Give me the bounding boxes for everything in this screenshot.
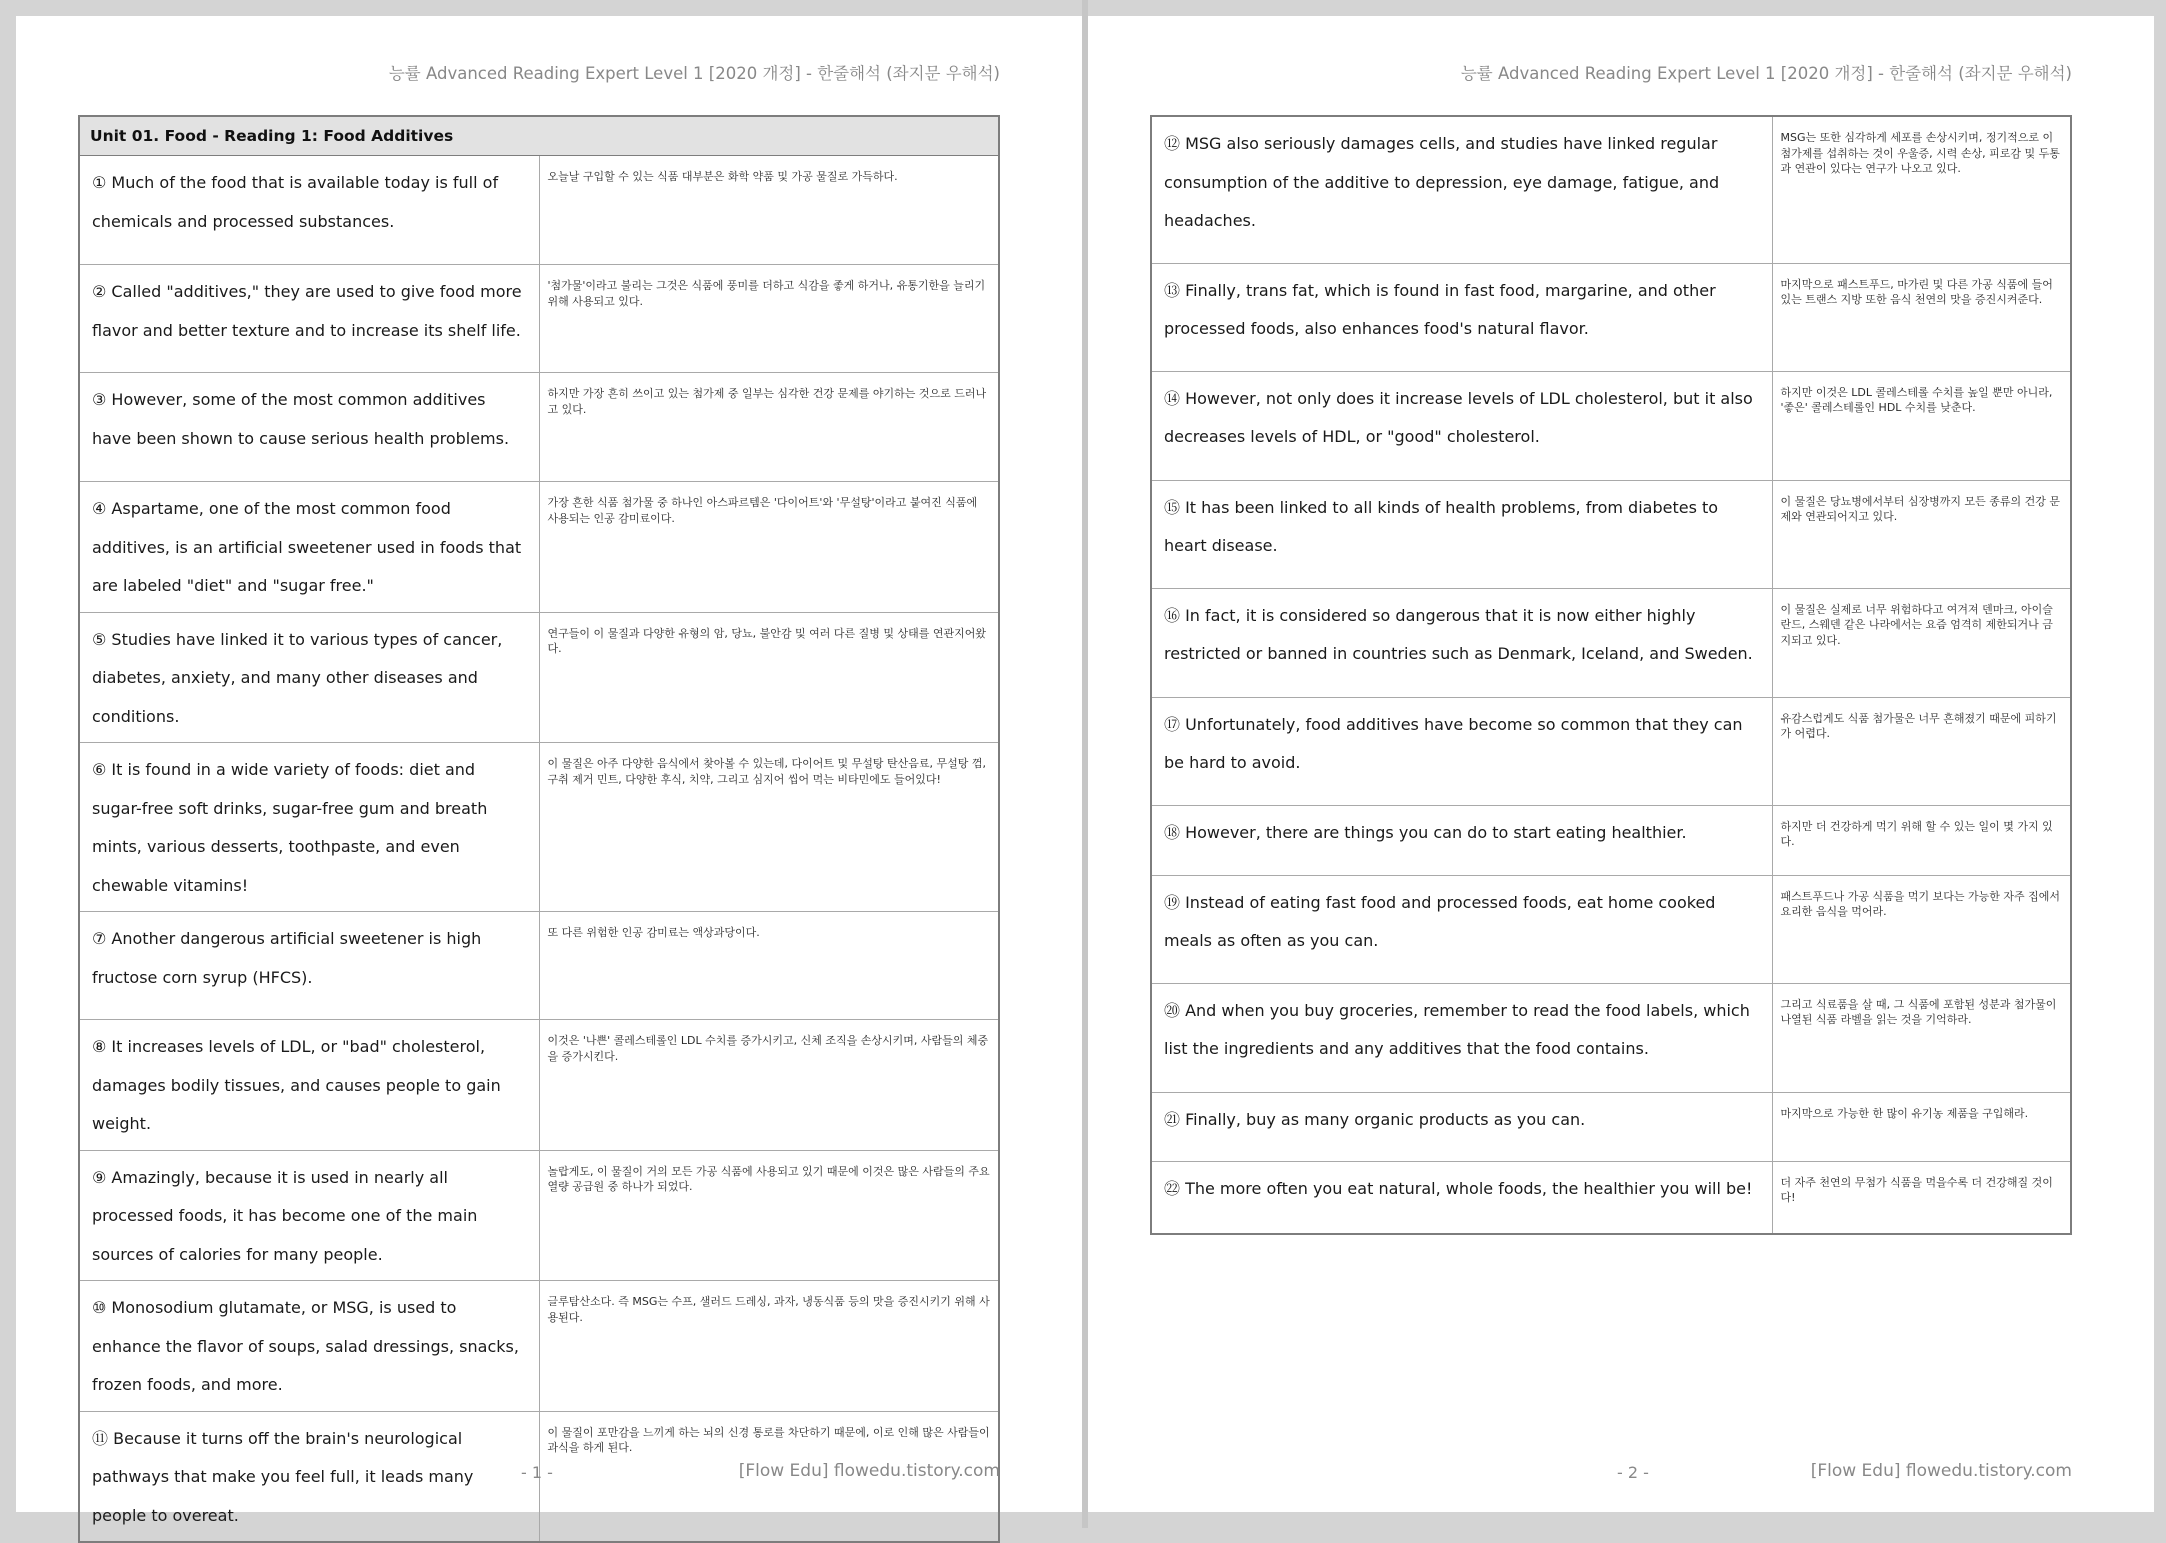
english-sentence: ⑧ It increases levels of LDL, or "bad" cholesterol, damages bodily tissues, and causes people to gain weight. — [79, 1020, 539, 1151]
english-sentence: ⑲ Instead of eating fast food and processed foods, eat home cooked meals as often as you can. — [1151, 875, 1772, 983]
english-sentence: ④ Aspartame, one of the most common food additives, is an artificial sweetener used in foods that are labeled "diet" and "sugar free." — [79, 482, 539, 613]
korean-translation: 그리고 식료품을 살 때, 그 식품에 포함된 성분과 첨가물이 나열된 식품 라벨을 읽는 것을 기억하라. — [1772, 983, 2071, 1092]
english-sentence: ⑨ Amazingly, because it is used in nearly all processed foods, it has become one of the main sources of calories for many people. — [79, 1150, 539, 1281]
table-row — [1151, 875, 2071, 983]
korean-translation: 하지만 더 건강하게 먹기 위해 할 수 있는 일이 몇 가지 있다. — [1772, 805, 2071, 875]
korean-translation: 놀랍게도, 이 물질이 거의 모든 가공 식품에 사용되고 있기 때문에 이것은 많은 사람들의 주요 열량 공급원 중 하나가 되었다. — [539, 1150, 999, 1281]
korean-translation: 오늘날 구입할 수 있는 식품 대부분은 화학 약품 및 가공 물질로 가득하다. — [539, 156, 999, 265]
korean-translation: MSG는 또한 심각하게 세포를 손상시키며, 정기적으로 이 첨가제를 섭취하는 것이 우울증, 시력 손상, 피로감 및 두통과 연관이 있다는 연구가 나오고 있다. — [1772, 116, 2071, 263]
english-sentence: ⑳ And when you buy groceries, remember to read the food labels, which list the ingredients and any additives that the food contains. — [1151, 983, 1772, 1092]
korean-translation: 마지막으로 가능한 한 많이 유기농 제품을 구입해라. — [1772, 1092, 2071, 1161]
korean-translation: 글루탐산소다. 즉 MSG는 수프, 샐러드 드레싱, 과자, 냉동식품 등의 맛을 증진시키기 위해 사용된다. — [539, 1281, 999, 1412]
korean-translation: 가장 흔한 식품 첨가물 중 하나인 아스파르템은 '다이어트'와 '무설탕'이라고 붙여진 식품에 사용되는 인공 감미료이다. — [539, 482, 999, 613]
english-sentence: ① Much of the food that is available today is full of chemicals and processed substances. — [79, 156, 539, 265]
table-row — [1151, 480, 2071, 588]
table-row — [79, 265, 999, 373]
table-row — [79, 482, 999, 613]
english-sentence: ② Called "additives," they are used to give food more flavor and better texture and to increase its shelf life. — [79, 265, 539, 373]
english-sentence: ⑩ Monosodium glutamate, or MSG, is used to enhance the flavor of soups, salad dressings, snacks, frozen foods, and more. — [79, 1281, 539, 1412]
english-sentence: ⑱ However, there are things you can do to start eating healthier. — [1151, 805, 1772, 875]
table-row — [1151, 116, 2071, 263]
table-row — [1151, 1092, 2071, 1161]
korean-translation: 더 자주 천연의 무첨가 식품을 먹을수록 더 건강해질 것이다! — [1772, 1161, 2071, 1234]
table-row — [1151, 588, 2071, 697]
english-sentence: ⑬ Finally, trans fat, which is found in fast food, margarine, and other processed foods, also enhances food's natural flavor. — [1151, 263, 1772, 371]
english-sentence: ⑭ However, not only does it increase levels of LDL cholesterol, but it also decreases levels of HDL, or "good" cholesterol. — [1151, 371, 1772, 480]
korean-translation: 또 다른 위험한 인공 감미료는 액상과당이다. — [539, 912, 999, 1020]
table-row — [1151, 805, 2071, 875]
english-sentence: ㉒ The more often you eat natural, whole foods, the healthier you will be! — [1151, 1161, 1772, 1234]
table-row — [79, 1020, 999, 1151]
table-row — [1151, 983, 2071, 1092]
korean-translation: 이 물질이 포만감을 느끼게 하는 뇌의 신경 통로를 차단하기 때문에, 이로 인해 많은 사람들이 과식을 하게 된다. — [539, 1411, 999, 1542]
english-sentence: ㉑ Finally, buy as many organic products as you can. — [1151, 1092, 1772, 1161]
korean-translation: 하지만 가장 흔히 쓰이고 있는 첨가제 중 일부는 심각한 건강 문제를 야기하는 것으로 드러나고 있다. — [539, 373, 999, 482]
translation-table — [78, 115, 1000, 1543]
table-row — [79, 612, 999, 743]
korean-translation: 하지만 이것은 LDL 콜레스테롤 수치를 높일 뿐만 아니라, '좋은' 콜레스테롤인 HDL 수치를 낮춘다. — [1772, 371, 2071, 480]
page-header: 능률 Advanced Reading Expert Level 1 [2020 개정] - 한줄해석 (좌지문 우해석) — [1460, 64, 2072, 83]
page-1 — [16, 16, 1082, 1525]
table-row — [1151, 263, 2071, 371]
table-row — [79, 743, 999, 912]
korean-translation: '첨가물'이라고 불리는 그것은 식품에 풍미를 더하고 식감을 좋게 하거나, 유통기한을 늘리기 위해 사용되고 있다. — [539, 265, 999, 373]
korean-translation: 연구들이 이 물질과 다양한 유형의 암, 당뇨, 불안감 및 여러 다른 질병 및 상태를 연관지어왔다. — [539, 612, 999, 743]
korean-translation: 이 물질은 실제로 너무 위험하다고 여겨져 덴마크, 아이슬란드, 스웨덴 같은 나라에서는 요즘 엄격히 제한되거나 금지되고 있다. — [1772, 588, 2071, 697]
table-row — [79, 373, 999, 482]
page-header: 능률 Advanced Reading Expert Level 1 [2020 개정] - 한줄해석 (좌지문 우해석) — [388, 64, 1000, 83]
english-sentence: ⑪ Because it turns off the brain's neurological pathways that make you feel full, it leads many people to overeat. — [79, 1411, 539, 1542]
english-sentence: ⑦ Another dangerous artificial sweetener is high fructose corn syrup (HFCS). — [79, 912, 539, 1020]
korean-translation: 이것은 '나쁜' 콜레스테롤인 LDL 수치를 증가시키고, 신체 조직을 손상시키며, 사람들의 체중을 증가시킨다. — [539, 1020, 999, 1151]
english-sentence: ⑮ It has been linked to all kinds of health problems, from diabetes to heart disease. — [1151, 480, 1772, 588]
table-row — [79, 912, 999, 1020]
korean-translation: 이 물질은 아주 다양한 음식에서 찾아볼 수 있는데, 다이어트 및 무설탕 탄산음료, 무설탕 껌, 구취 제거 민트, 다양한 후식, 치약, 그리고 심지어 씹어 먹는 비타민에도 들어있다! — [539, 743, 999, 912]
english-sentence: ③ However, some of the most common additives have been shown to cause serious health problems. — [79, 373, 539, 482]
table-title-row — [79, 116, 999, 156]
table-row — [79, 1150, 999, 1281]
table-row — [79, 1281, 999, 1412]
english-sentence: ⑰ Unfortunately, food additives have become so common that they can be hard to avoid. — [1151, 697, 1772, 805]
korean-translation: 이 물질은 당뇨병에서부터 심장병까지 모든 종류의 건강 문제와 연관되어지고 있다. — [1772, 480, 2071, 588]
korean-translation: 마지막으로 패스트푸드, 마가린 및 다른 가공 식품에 들어있는 트랜스 지방 또한 음식 천연의 맛을 증진시켜준다. — [1772, 263, 2071, 371]
page-2 — [1088, 16, 2154, 1512]
english-sentence: ⑥ It is found in a wide variety of foods: diet and sugar-free soft drinks, sugar-free gum and breath mints, various desserts, toothpaste, and even chewable vitamins! — [79, 743, 539, 912]
table-row — [79, 156, 999, 265]
table-row — [1151, 371, 2071, 480]
korean-translation: 유감스럽게도 식품 첨가물은 너무 흔해졌기 때문에 피하기가 어렵다. — [1772, 697, 2071, 805]
translation-table — [1150, 115, 2072, 1235]
page-number: - 2 - — [1617, 1463, 1649, 1482]
table-row — [1151, 697, 2071, 805]
footer-site: [Flow Edu] flowedu.tistory.com — [1810, 1461, 2072, 1481]
korean-translation: 패스트푸드나 가공 식품을 먹기 보다는 가능한 자주 집에서 요리한 음식을 먹어라. — [1772, 875, 2071, 983]
footer-site: [Flow Edu] flowedu.tistory.com — [738, 1461, 1000, 1481]
english-sentence: ⑯ In fact, it is considered so dangerous that it is now either highly restricted or banned in countries such as Denmark, Iceland, and Sweden. — [1151, 588, 1772, 697]
english-sentence: ⑤ Studies have linked it to various types of cancer, diabetes, anxiety, and many other diseases and conditions. — [79, 612, 539, 743]
unit-title: Unit 01. Food - Reading 1: Food Additives — [79, 116, 999, 156]
page-number: - 1 - — [521, 1463, 553, 1482]
english-sentence: ⑫ MSG also seriously damages cells, and studies have linked regular consumption of the additive to depression, eye damage, fatigue, and headaches. — [1151, 116, 1772, 263]
table-row — [1151, 1161, 2071, 1234]
